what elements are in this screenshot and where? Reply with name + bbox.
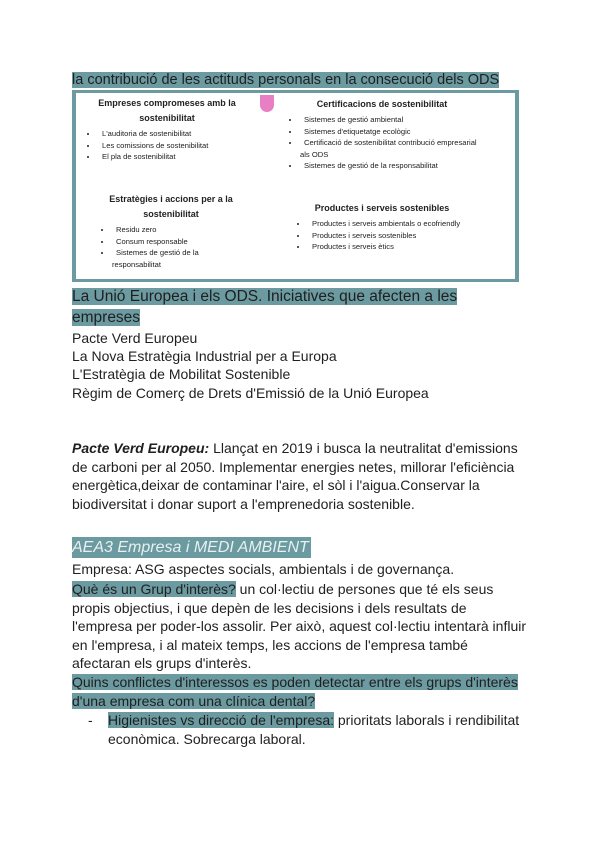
list-item: • Sistemes d'etiquetatge ecològic [300,126,480,138]
initiative-item: Règim de Comerç de Drets d'Emissió de la Unió Europea [72,385,429,401]
list-item: • Les comissions de sostenibilitat [98,140,252,152]
block-certificacions [284,97,480,172]
list-item: • Certificació de sostenibilitat contribució empresarial als ODS [300,137,480,160]
initiative-item: La Nova Estratègia Industrial per a Europa [72,348,337,364]
list-item: • El pla de sostenibilitat [98,151,252,163]
block-certificacions-title: Certificacions de sostenibilitat [316,99,448,109]
pacte-term: Pacte Verd Europeu: [72,440,210,456]
list-item: • Consum responsable [112,236,246,248]
block-compromeses-list [82,128,252,163]
grup-interes-paragraph [72,580,530,673]
dash-marker: - [88,712,93,728]
initiative-item: Pacte Verd Europeu [72,330,198,346]
initiative-item: L'Estratègia de Mobilitat Sostenible [72,366,291,382]
empresa-line: Empresa: ASG aspectes socials, ambientals i de governança. [72,561,455,577]
list-item: • Sistemes de gestió ambiental [300,114,480,126]
bullet-text [108,711,538,748]
block-estrategies [96,192,246,270]
sustainability-diagram [72,90,519,282]
section-heading-ods [72,71,519,90]
bullet-highlight: Higienistes vs direcció de l'empresa: [108,712,334,728]
heading-ods-text: la contribució de les actituds personals en la consecució dels ODS [72,72,500,88]
pacte-text: Llançat en 2019 i busca la neutralitat d'emissions de carboni per al 2050. Implementar energies netes, millorar l'eficiència energètica,deixar de contaminar l'aire, el sòl i l'aigua.Conservar la biodiversitat i donar suport a l'emprenedoria sostenible. [72,440,518,512]
block-productes [292,201,472,253]
list-item: • Sistemes de gestió de la responsabilitat [300,160,480,172]
conflicts-question: Quins conflictes d'interessos es poden detectar entre els grups d'interès d'una empresa com una clínica dental? [72,674,518,709]
block-compromeses-title: Empreses compromeses amb la sostenibilitat [98,98,236,123]
pacte-paragraph [72,439,530,513]
list-item: • L'auditoria de sostenibilitat [98,128,252,140]
heading-eu-text: La Unió Europea i els ODS. Iniciatives que afecten a les empreses [72,288,458,326]
list-item: • Productes i serveis ambientals o ecofriendly [308,218,472,230]
grup-answer: un col·lectiu de persones que té els seus propis objectius, i que depèn de les decisions i dels resultats de l'empresa per poder-los assolir. Per això, aquest col·lectiu intentarà influir en l'empresa, i al mateix temps, les accions de l'empresa també afectaran els grups d'interès. [72,581,527,671]
pink-decoration [260,95,274,112]
section-heading-eu [72,286,482,328]
block-estrategies-title: Estratègies i accions per a la sostenibilitat [109,194,233,219]
aea3-heading: AEA3 Empresa i MEDI AMBIENT [72,539,309,556]
block-certificacions-list [284,114,480,172]
block-productes-title: Productes i serveis sostenibles [314,203,450,213]
block-productes-list [292,218,472,253]
block-estrategies-list [96,224,246,270]
list-item: • Residu zero [112,224,246,236]
diagram-canvas [76,93,515,279]
list-item: • Productes i serveis sostenibles [308,230,472,242]
bullet-rest: prioritats laborals i rendibilitat econòmica. Sobrecarga laboral. [108,712,520,747]
conflicts-paragraph [72,673,530,710]
list-item: • Productes i serveis ètics [308,241,472,253]
list-item: • Sistemes de gestió de la responsabilitat [112,247,246,270]
block-compromeses [82,96,252,163]
grup-question: Què és un Grup d'interès? [72,581,236,597]
